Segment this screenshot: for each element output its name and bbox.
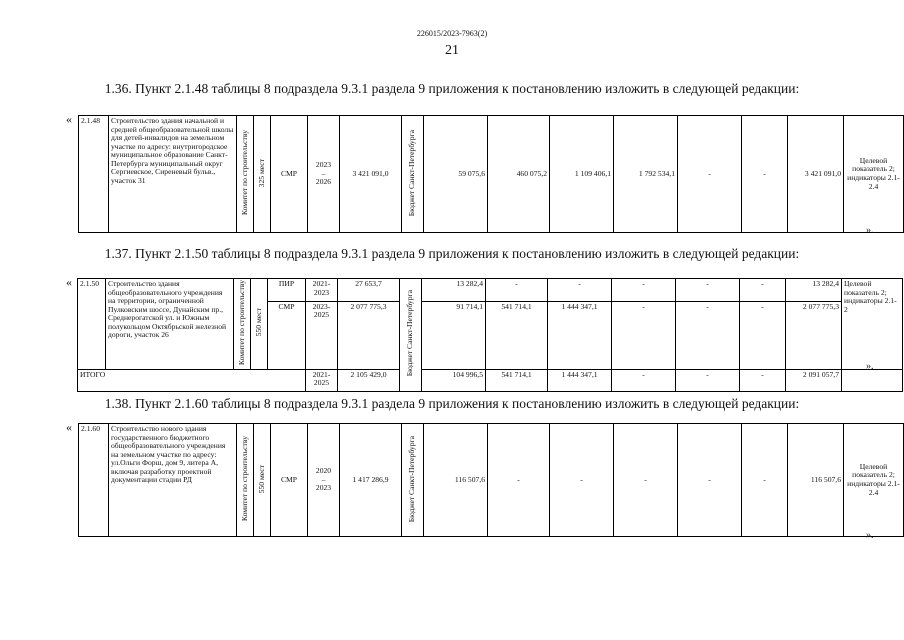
year-6-value: - xyxy=(740,279,786,302)
year-4-value: - xyxy=(612,279,676,302)
budget-label: Бюджет Санкт-Петербурга xyxy=(407,435,417,522)
year-3-value: - xyxy=(548,279,612,302)
table-1-37 xyxy=(77,278,903,392)
sum-value: 2 091 057,7 xyxy=(786,369,842,391)
year-2-value: 541 714,1 xyxy=(486,301,548,369)
quote-close: ». xyxy=(866,361,874,372)
total-cost: 3 421 091,0 xyxy=(340,116,402,233)
customer-cell xyxy=(234,279,251,370)
customer-cell xyxy=(237,424,254,537)
quote-open: « xyxy=(66,275,72,289)
document-number: 226015/2023-7963(2) xyxy=(416,29,488,38)
stage-cell: ПИР xyxy=(268,279,306,302)
total-label: ИТОГО xyxy=(78,369,306,391)
table-row xyxy=(78,279,903,302)
empty-cell xyxy=(842,369,903,391)
sum-value: 116 507,6 xyxy=(788,424,844,537)
year-2-value: - xyxy=(488,424,550,537)
year-6-value: - xyxy=(742,424,788,537)
item-code: 2.1.48 xyxy=(79,116,109,233)
year-4-value: 1 792 534,1 xyxy=(614,116,678,233)
customer-label: Комитет по строительству xyxy=(239,130,249,216)
target-indicator: Целевой показатель 2; индикаторы 2.1-2.4 xyxy=(844,116,904,233)
year-5-value: - xyxy=(678,424,742,537)
period-dash: – xyxy=(321,474,326,484)
period-cell xyxy=(308,116,340,233)
quote-close: ». xyxy=(866,225,874,236)
year-6-value: - xyxy=(740,301,786,369)
table-1-38 xyxy=(78,423,904,537)
capacity-cell xyxy=(254,424,271,537)
year-5-value: - xyxy=(676,369,740,391)
period-end: 2026 xyxy=(315,177,332,187)
year-6-value: - xyxy=(740,369,786,391)
quote-open: « xyxy=(66,420,72,434)
target-indicator: Целевой показатель 2; индикаторы 2.1-2 xyxy=(842,279,903,370)
capacity-label: 325 мест xyxy=(256,158,266,187)
stage-cell: СМР xyxy=(271,116,308,233)
year-1-value: 104 996,5 xyxy=(422,369,486,391)
year-3-value: 1 444 347,1 xyxy=(548,301,612,369)
period-cell xyxy=(308,424,340,537)
capacity-cell xyxy=(251,279,268,370)
section-heading-1-38: 1.38. Пункт 2.1.60 таблицы 8 подраздела 9.3.1 раздела 9 приложения к постановлению изложить в следующей редакции: xyxy=(104,396,800,411)
total-cost: 27 653,7 xyxy=(338,279,400,302)
quote-open: « xyxy=(66,112,72,126)
year-4-value: - xyxy=(612,301,676,369)
period-end: 2023 xyxy=(315,483,332,493)
item-name: Строительство здания начальной и средней общеобразовательной школы для детей-инвалидов на земельном участке по адресу: внутригородское муниципальное образование Санкт-Петербурга муниципальный округ Сергиевское, Сиреневый бульв., участок 31 xyxy=(109,116,237,233)
customer-label: Комитет по строительству xyxy=(236,280,246,366)
capacity-label: 550 мест xyxy=(256,464,266,493)
year-3-value: - xyxy=(550,424,614,537)
capacity-cell xyxy=(254,116,271,233)
period-cell: 2021-2023 xyxy=(306,279,338,302)
period-start: 2023 xyxy=(315,160,332,170)
target-indicator: Целевой показатель 2; индикаторы 2.1-2.4 xyxy=(844,424,904,537)
table-1-36 xyxy=(78,115,904,233)
year-2-value: 541 714,1 xyxy=(486,369,548,391)
year-5-value: - xyxy=(678,116,742,233)
budget-label: Бюджет Санкт-Петербурга xyxy=(407,129,417,216)
item-name: Строительство нового здания государственного бюджетного общеобразовательного учреждения на земельном участке по адресу: ул.Ольги Форш, дом 9, литера А, включая разработку проектной документации стадии РД xyxy=(109,424,237,537)
year-2-value: - xyxy=(486,279,548,302)
period-cell: 2023-2025 xyxy=(306,301,338,369)
item-code: 2.1.60 xyxy=(79,424,109,537)
year-1-value: 13 282,4 xyxy=(422,279,486,302)
sum-value: 2 077 775,3 xyxy=(786,301,842,369)
capacity-label: 550 мест xyxy=(253,308,263,337)
total-cost: 2 077 775,3 xyxy=(338,301,400,369)
item-name: Строительство здания общеобразовательного учреждения на территории, ограниченной Пулковским шоссе, Дунайским пр., Среднерогатской ул. и Южным полукольцом Октябрьской железной дороги, участок 26 xyxy=(106,279,234,370)
budget-label: Бюджет Санкт-Петербурга xyxy=(405,290,415,377)
year-4-value: - xyxy=(614,424,678,537)
section-heading-1-36: 1.36. Пункт 2.1.48 таблицы 8 подраздела 9.3.1 раздела 9 приложения к постановлению изложить в следующей редакции: xyxy=(104,81,800,96)
total-cost: 1 417 286,9 xyxy=(340,424,402,537)
sum-value: 13 282,4 xyxy=(786,279,842,302)
year-3-value: 1 109 406,1 xyxy=(550,116,614,233)
budget-cell xyxy=(400,279,422,392)
total-cost: 2 105 429,0 xyxy=(338,369,400,391)
customer-label: Комитет по строительству xyxy=(239,436,249,522)
year-2-value: 460 075,2 xyxy=(488,116,550,233)
year-1-value: 59 075,6 xyxy=(424,116,488,233)
customer-cell xyxy=(237,116,254,233)
sum-value: 3 421 091,0 xyxy=(788,116,844,233)
year-1-value: 116 507,6 xyxy=(424,424,488,537)
period-start: 2020 xyxy=(315,466,332,476)
quote-close: ». xyxy=(866,530,874,541)
year-3-value: 1 444 347,1 xyxy=(548,369,612,391)
year-6-value: - xyxy=(742,116,788,233)
budget-cell xyxy=(402,116,424,233)
table-row xyxy=(79,424,904,537)
page-number: 21 xyxy=(445,43,459,58)
table-row xyxy=(79,116,904,233)
stage-cell: СМР xyxy=(271,424,308,537)
year-5-value: - xyxy=(676,279,740,302)
period-dash: – xyxy=(321,168,326,178)
item-code: 2.1.50 xyxy=(78,279,106,370)
period-cell: 2021-2025 xyxy=(306,369,338,391)
year-5-value: - xyxy=(676,301,740,369)
section-heading-1-37: 1.37. Пункт 2.1.50 таблицы 8 подраздела 9.3.1 раздела 9 приложения к постановлению изложить в следующей редакции: xyxy=(104,246,800,261)
budget-cell xyxy=(402,424,424,537)
stage-cell: СМР xyxy=(268,301,306,369)
table-row-total xyxy=(78,369,903,391)
year-1-value: 91 714,1 xyxy=(422,301,486,369)
year-4-value: - xyxy=(612,369,676,391)
